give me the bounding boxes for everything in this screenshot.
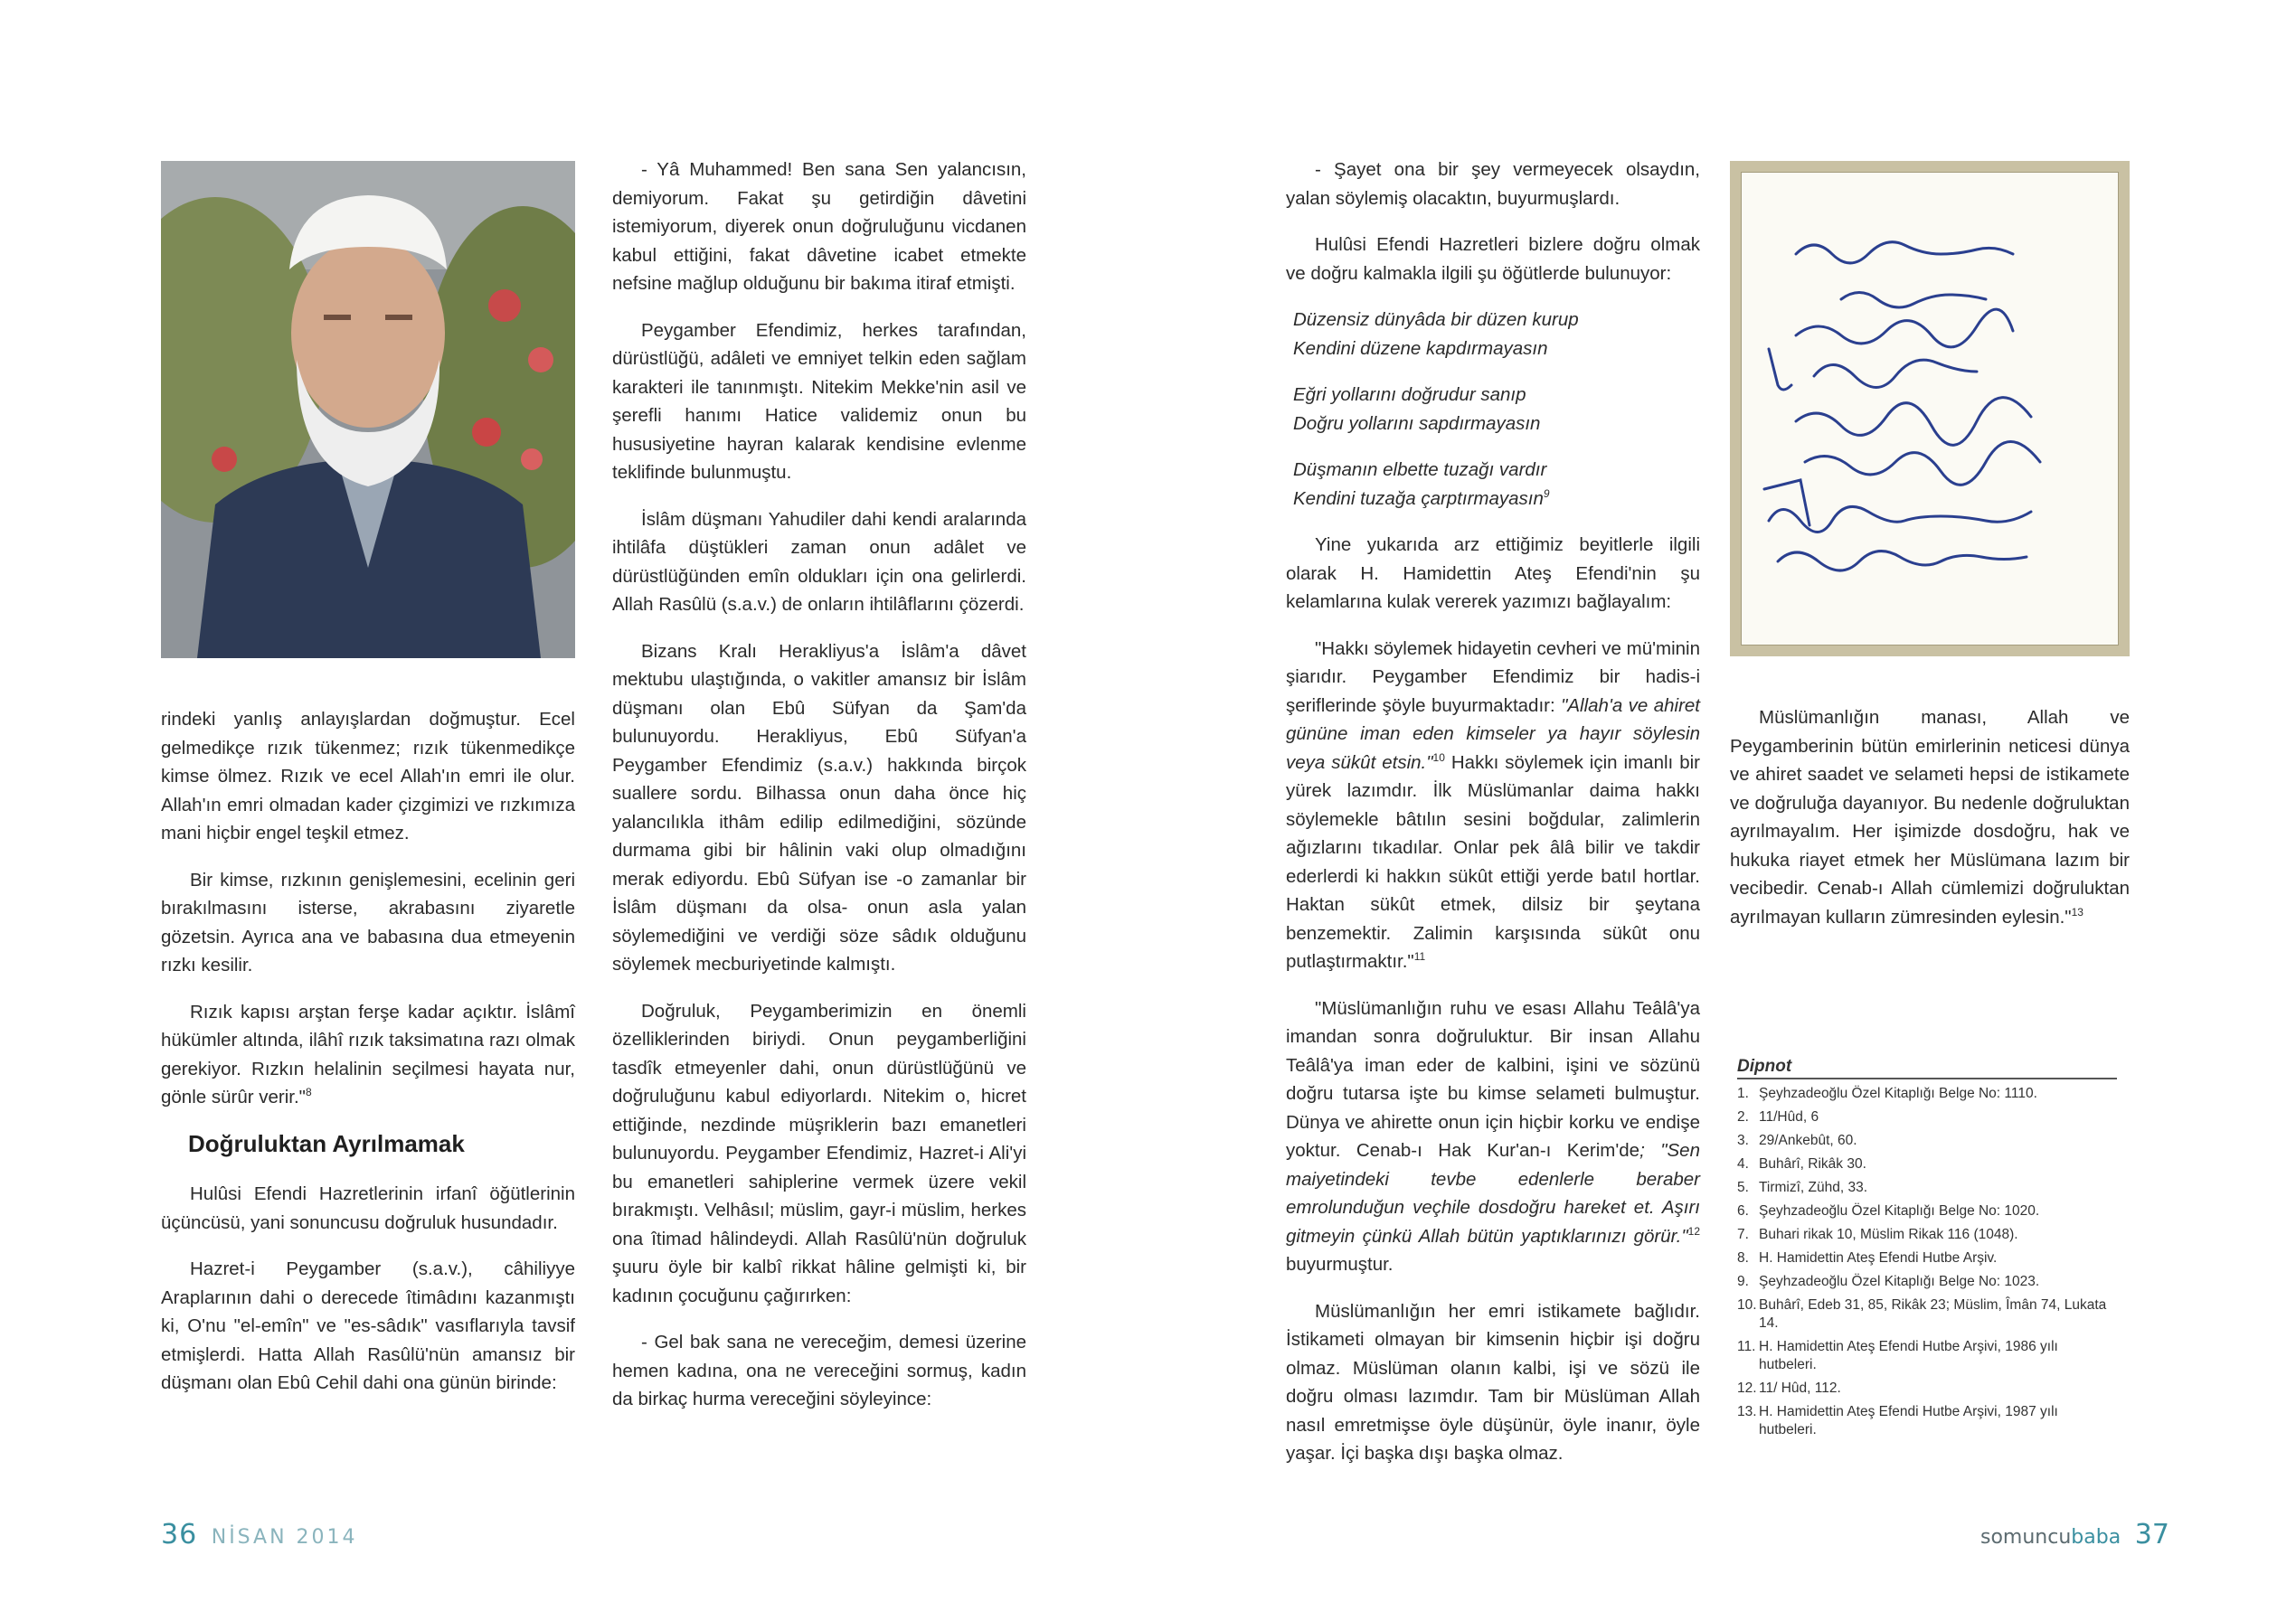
footnote-ref[interactable]: 12: [1687, 1224, 1700, 1238]
footnote-number: 7.: [1737, 1227, 1749, 1242]
magazine-logo: somuncubaba: [1980, 1526, 2121, 1549]
footnote-text: Şeyhzadeoğlu Özel Kitaplığı Belge No: 1020.: [1759, 1203, 2040, 1219]
footnote-text: Tirmizî, Zühd, 33.: [1759, 1180, 1868, 1195]
portrait-illustration: [161, 161, 575, 658]
page-number: 36: [161, 1519, 198, 1550]
paragraph: Hazret-i Peygamber (s.a.v.), câhiliyye Araplarının dahi o derecede îtimâdını kazanmıştı ki, O'nu "el-emîn" ve "es-sâdık" vasıflarıyla tavsif etmişlerdi. Hatta Allah Rasûlü'nün amansız bir düşmanı olan Ebû Cehil dahi ona günün birinde:: [161, 1258, 575, 1393]
footnote-number: 9.: [1737, 1274, 1749, 1289]
footnote-text: 29/Ankebût, 60.: [1759, 1133, 1857, 1148]
footnote-item: [1737, 1338, 2117, 1374]
column-1: [161, 705, 575, 1416]
paragraph: Müslümanlığın her emri istikamete bağlıdır. İstikameti olmayan bir kimsenin hiçbir işi doğru olmaz. Müslüman olanın kalbi, işi ve sözü ile doğru olması lazımdır. Tam bir Müslüman Allah nasıl emretmişse öyle düşünür, öyle inanır, öyle yaşar. İçi başka dışı başka olmaz.: [1286, 1300, 1700, 1464]
footnote-text: H. Hamidettin Ateş Efendi Hutbe Arşivi, 1987 yılı hutbeleri.: [1759, 1404, 2058, 1437]
footnote-text: 11/Hûd, 6: [1759, 1109, 1819, 1125]
verse-line: Düzensiz dünyâda bir düzen kurup: [1293, 309, 1579, 330]
paragraph: Yine yukarıda arz ettiğimiz beyitlerle ilgili olarak H. Hamidettin Ateş Efendi'nin şu kelamlarına kulak vererek yazımızı bağlayalım:: [1286, 534, 1700, 612]
footnote-number: 12.: [1737, 1381, 1757, 1396]
paragraph: Bizans Kralı Herakliyus'a İslâm'a dâvet mektubu ulaştığında, o vakitler amansız bir İslâm düşmanı olan Ebû Süfyan da Şam'da bulunuyordu. Herakliyus, Ebû Süfyan'a Peygamber Efendimiz (s.a.v.) hakkında birçok suallere sordu. Bilhassa onun daha önce hiç yalancılıkla ithâm edilip edilmediğini, sözünde durmama gibi bir hâlinin vaki olup olmadığını merak ediyordu. Ebû Süfyan ise -o zamanlar bir İslâm düşmanı da olsa- onun asla yalan söylemediğini ve verdiği söze sâdık olduğunu söylemek mecburiyetinde kalmıştı.: [612, 640, 1026, 975]
issue-date: NİSAN 2014: [211, 1526, 358, 1549]
footnote-number: 5.: [1737, 1180, 1749, 1195]
verse: [1286, 306, 1700, 363]
footnote-text: Şeyhzadeoğlu Özel Kitaplığı Belge No: 1023.: [1759, 1274, 2040, 1289]
paragraph: "Müslümanlığın ruhu ve esası Allahu Teâlâ'ya imandan sonra doğruluktur. Bir insan Allahu Teâlâ'ya iman eder de kalbini, işini ve sözünü doğru tutarsa işte bu kimse selameti bulmuştur. Dünya ve ahirette onun için hiçbir korku ve endişe yoktur. Cenab-ı Hak Kur'an-ı Kerim'de; "Sen maiyetindeki tevbe edenlerle beraber emrolunduğun veçhile dosdoğru hareket et. Aşırı gitmeyin çünkü Allah bütün yaptıklarınızı görür."$^{12}$ buyurmuştur.: [1286, 997, 1700, 1275]
footnote-ref[interactable]: 10: [1432, 750, 1445, 764]
footnote-item: [1737, 1202, 2117, 1220]
section-heading: Doğruluktan Ayrılmamak: [188, 1129, 465, 1157]
column-2: [612, 155, 1026, 1432]
paragraph: Müslümanlığın manası, Allah ve Peygamberinin bütün emirlerinin neticesi dünya ve ahiret saadet ve selameti hepsi de istikamete ve doğruluğa dayanıyor. Bu nedenle doğruluktan ayrılmayalım. Her işimizde dosdoğru, hak ve hukuka riayet etmek her Müslümana lazım bir vecibedir. Cenab-ı Allah cümlemizi doğruluktan ayrılmayan kulların zümresinden eylesin."$^{13}$: [1730, 707, 2130, 928]
verse: [1286, 456, 1700, 513]
verse-line: Düşmanın elbette tuzağı vardır: [1293, 459, 1547, 480]
footnote-number: 6.: [1737, 1203, 1749, 1219]
verse: [1286, 381, 1700, 438]
footnote-item: [1737, 1179, 2117, 1197]
handwriting-illustration: [1742, 173, 2118, 645]
paragraph: rindeki yanlış anlayışlardan doğmuştur. Ecel gelmedikçe rızık tükenmez; rızık tükenmedikçe kimse ölmez. Rızık ve ecel Allah'ın emri ile olur. Allah'ın emri olmadan kader çizgimizi ve rızkımıza mani hiçbir engel teşkil etmez.: [161, 709, 575, 843]
footnote-ref[interactable]: 11: [1413, 950, 1426, 964]
paragraph: - Yâ Muhammed! Ben sana Sen yalancısın, demiyorum. Fakat şu getirdiğin dâvetini istemiyorum, diyerek onun doğruluğunu vicdanen kabul ettiğini, fakat dâvetine icabet etmekte nefsine mağlup olduğunu bir bakıma itiraf etmişti.: [612, 159, 1026, 294]
footnote-ref[interactable]: 9: [1543, 486, 1550, 500]
paragraph: - Gel bak sana ne vereceğim, demesi üzerine hemen kadına, ona ne vereceğini sormuş, kadın da birkaç hurma vereceğini söyleyince:: [612, 1332, 1026, 1409]
column-4: [1730, 703, 2130, 949]
footnote-number: 1.: [1737, 1086, 1749, 1101]
verse-line: Kendini tuzağa çarptırmayasın$^9$: [1293, 486, 1550, 509]
footnote-text: 11/ Hûd, 112.: [1759, 1381, 1841, 1396]
footnote-item: [1737, 1273, 2117, 1291]
footnote-number: 13.: [1737, 1404, 1757, 1419]
footnotes-title: Dipnot: [1737, 1058, 2117, 1079]
manuscript-image: [1730, 161, 2130, 656]
folio-right: [1980, 1519, 2169, 1550]
footnote-text: Buhârî, Edeb 31, 85, Rikâk 23; Müslim, Îmân 74, Lukata 14.: [1759, 1297, 2107, 1331]
footnote-item: [1737, 1403, 2117, 1439]
footnote-ref[interactable]: 13: [2071, 905, 2083, 919]
footnote-number: 8.: [1737, 1250, 1749, 1266]
footnote-item: [1737, 1380, 2117, 1398]
footnotes: [1737, 1058, 2117, 1445]
verse-line: Kendini düzene kapdırmayasın: [1293, 337, 1548, 359]
footnote-number: 10.: [1737, 1297, 1757, 1313]
footnote-item: [1737, 1249, 2117, 1267]
footnote-item: [1737, 1108, 2117, 1126]
paragraph: "Hakkı söylemek hidayetin cevheri ve mü'minin şiarıdır. Peygamber Efendimiz bir hadis-i şeriflerinde şöyle buyurmaktadır: "Allah'a ve ahiret gününe iman eden kimseler ya hayır söylesin veya sükût etsin."$^{10}$ Hakkı söylemek için imanlı bir yürek lazımdır. İlk Müslümanlar daima hakkı söylemekle bâtılın sesini boğdular, zalimlerin ağızlarını tıkadılar. Onlar pek âlâ bilir ve takdir ederlerdi ki hakkın sükût ettiği yerde batıl hortlar. Haktan sükût etmek, dilsiz bir şeytana benzemektir. Zalimin karşısında sükût onu putlaştırmaktır."$^{11}$: [1286, 637, 1701, 972]
paragraph: İslâm düşmanı Yahudiler dahi kendi aralarında ihtilâfa düştükleri zaman onun adâlet ve dürüstlüğünden emîn oldukları için ona gelirlerdi. Allah Rasûlü (s.a.v.) de onların ihtilâflarını çözerdi.: [612, 508, 1026, 615]
footnote-item: [1737, 1132, 2117, 1150]
footnote-text: H. Hamidettin Ateş Efendi Hutbe Arşiv.: [1759, 1250, 1998, 1266]
paragraph: - Şayet ona bir şey vermeyecek olsaydın, yalan söylemiş olacaktın, buyurmuşlardı.: [1286, 159, 1700, 209]
paragraph: Peygamber Efendimiz, herkes tarafından, dürüstlüğü, adâleti ve emniyet telkin eden sağlam karakteri ile tanınmıştı. Nitekim Mekke'nin asil ve şerefli hanımı Hatice validemiz onun bu hususiyetine hayran kalarak kendisine evlenme teklifinde bulunmuştu.: [612, 319, 1026, 483]
footnote-ref[interactable]: 8: [305, 1086, 312, 1099]
footnote-list: [1737, 1085, 2117, 1439]
footnote-text: Buhârî, Rikâk 30.: [1759, 1156, 1866, 1172]
footnote-item: [1737, 1085, 2117, 1103]
folio-left: [161, 1519, 358, 1550]
footnote-text: H. Hamidettin Ateş Efendi Hutbe Arşivi, 1986 yılı hutbeleri.: [1759, 1339, 2058, 1372]
paragraph: Bir kimse, rızkının genişlemesini, ecelinin geri bırakılmasını isterse, akrabasını ziyaretle gözetsin. Ayrıca ana ve babasına dua etmeyenin rızkı kesilir.: [161, 869, 575, 975]
footnote-number: 4.: [1737, 1156, 1749, 1172]
paragraph: Hulûsi Efendi Hazretlerinin irfanî öğütlerinin üçüncüsü, yani sonuncusu doğruluk husundadır.: [161, 1183, 575, 1233]
footnote-item: [1737, 1155, 2117, 1173]
footnote-text: Buhari rikak 10, Müslim Rikak 116 (1048).: [1759, 1227, 2018, 1242]
footnote-number: 2.: [1737, 1109, 1749, 1125]
footnote-number: 3.: [1737, 1133, 1749, 1148]
footnote-number: 11.: [1737, 1339, 1756, 1354]
paragraph: Doğruluk, Peygamberimizin en önemli özelliklerinden biriydi. Onun peygamberliğini tasdîk etmeyenler dahi, onun dürüstlüğünü ve doğruluğunu kabul ediyorlardı. Nitekim o, hicret ettiğinde, nezdinde müşriklerin bazı emanetleri bulunuyordu. Peygamber Efendimiz, Hazret-i Ali'yi bu emanetleri sahiplerine vermek üzere vekil bırakmıştı. Velhâsıl; müslim, gayr-i müslim, herkes ona îtimad hâlindeydi. Allah Rasûlü'nün doğruluk şuuru öyle bir kalbî rikkat hâline gelmişti ki, bir kadının çocuğunu çağırırken:: [612, 1000, 1026, 1306]
portrait-photo: [161, 161, 575, 658]
verse-line: Eğri yollarını doğrudur sanıp: [1293, 384, 1526, 405]
footnote-text: Şeyhzadeoğlu Özel Kitaplığı Belge No: 1110.: [1759, 1086, 2037, 1101]
paragraph: Rızık kapısı arştan ferşe kadar açıktır. İslâmî hükümler altında, ilâhî rızık taksimatına razı olmak gerekiyor. Rızkın helalinin seçilmesi hayata nur, gönle sürûr verir."$^8$: [161, 1001, 575, 1107]
paragraph: Hulûsi Efendi Hazretleri bizlere doğru olmak ve doğru kalmakla ilgili şu öğütlerde bulunuyor:: [1286, 234, 1700, 284]
verse-line: Doğru yollarını sapdırmayasın: [1293, 412, 1541, 434]
footnote-item: [1737, 1296, 2117, 1333]
column-3: [1286, 155, 1700, 1486]
footnote-item: [1737, 1226, 2117, 1244]
page-number: 37: [2134, 1519, 2169, 1550]
